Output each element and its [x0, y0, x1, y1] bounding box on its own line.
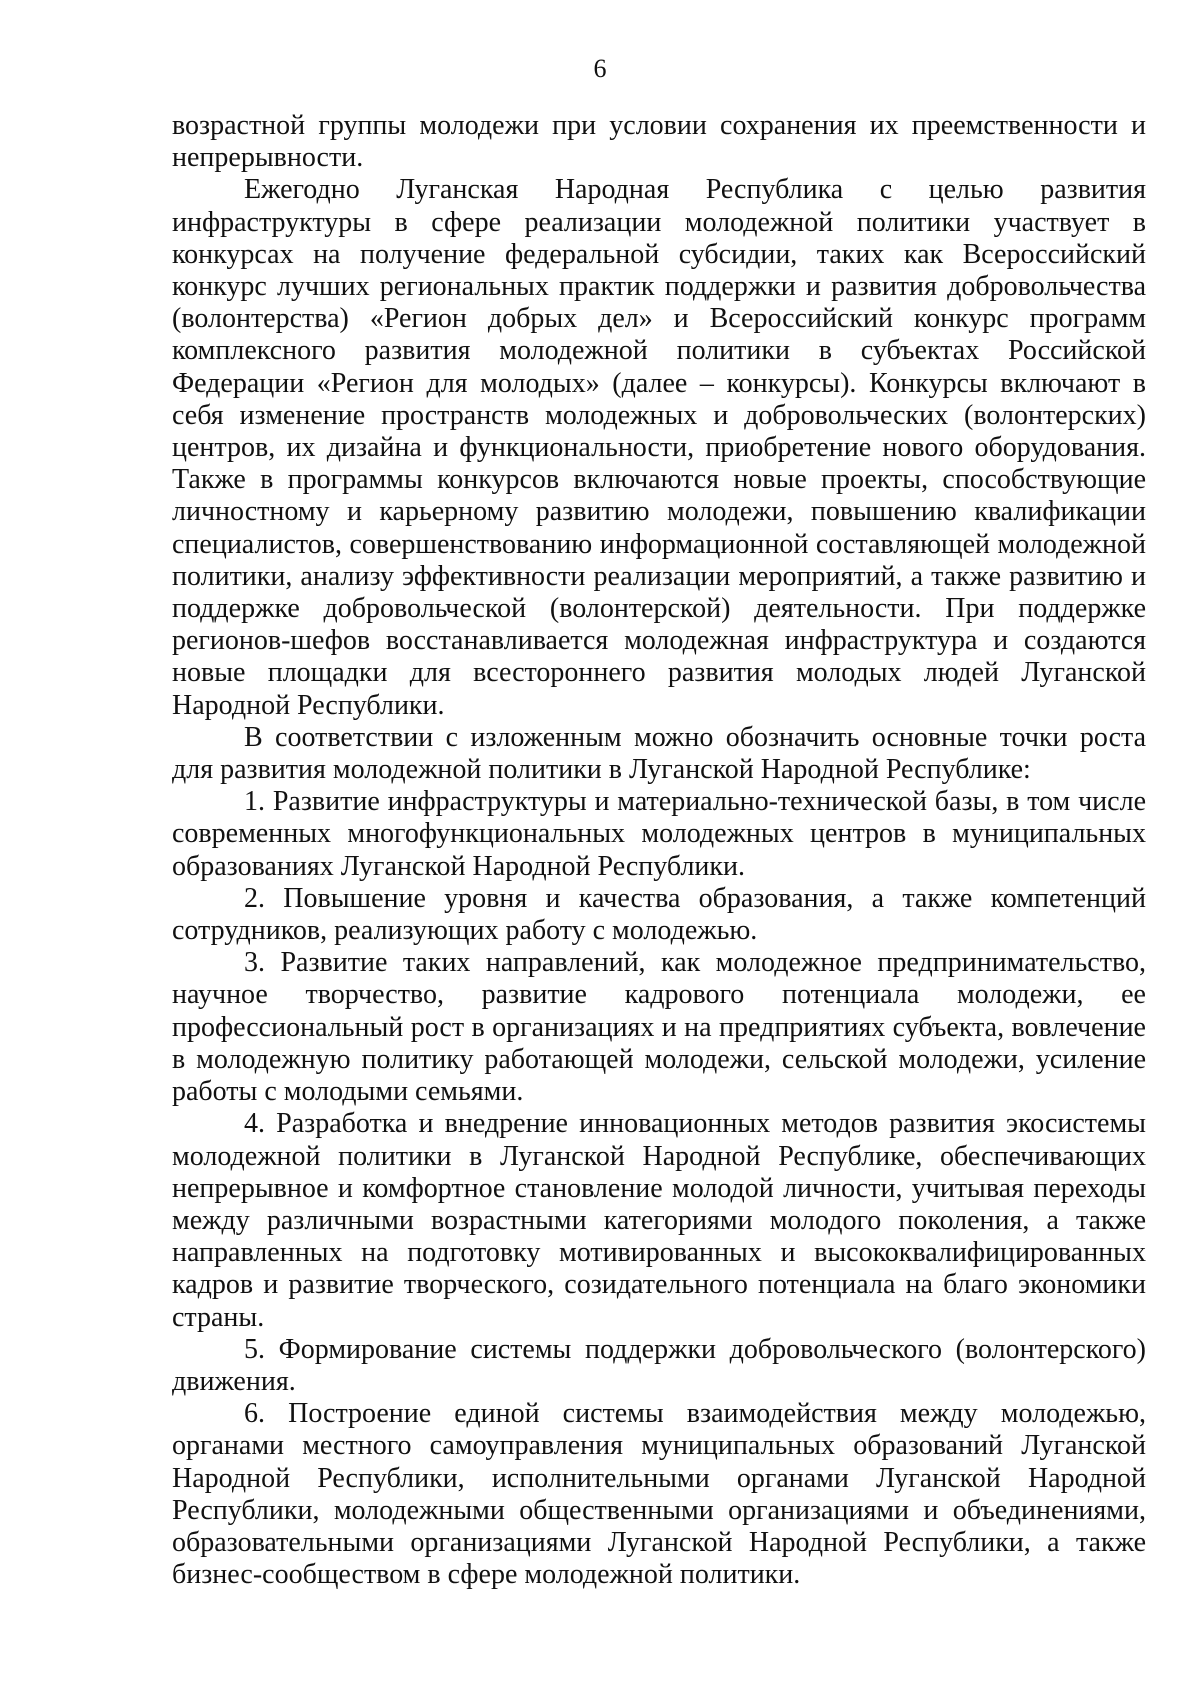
list-item: 1. Развитие инфраструктуры и материально-технической базы, в том числе современных многофункциональных молодежных центров в муниципальных образованиях Луганской Народной Республики.: [172, 786, 1146, 882]
list-item: 3. Развитие таких направлений, как молодежное предпринимательство, научное творчество, развитие кадрового потенциала молодежи, ее профессиональный рост в организациях и на предприятиях субъекта, вовлечение в молодежную политику работающей молодежи, сельской молодежи, усиление работы с молодыми семьями.: [172, 947, 1146, 1108]
document-body: [172, 110, 1146, 1591]
list-item: 2. Повышение уровня и качества образования, а также компетенций сотрудников, реализующих работу с молодежью.: [172, 882, 1146, 947]
page-number: 6: [593, 54, 607, 83]
paragraph: В соответствии с изложенным можно обозначить основные точки роста для развития молодежной политики в Луганской Народной Республике:: [172, 721, 1146, 786]
list-item: 5. Формирование системы поддержки добровольческого (волонтерского) движения.: [172, 1333, 1146, 1397]
paragraph: Ежегодно Луганская Народная Республика с целью развития инфраструктуры в сфере реализации молодежной политики участвует в конкурсах на получение федеральной субсидии, таких как Всероссийский конкурс лучших региональных практик поддержки и развития добровольчества (волонтерства) «Регион добрых дел» и Всероссийский конкурс программ комплексного развития молодежной политики в субъектах Российской Федерации «Регион для молодых» (далее – конкурсы). Конкурсы включают в себя изменение пространств молодежных и добровольческих (волонтерских) центров, их дизайна и функциональности, приобретение нового оборудования. Также в программы конкурсов включаются новые проекты, способствующие личностному и карьерному развитию молодежи, повышению квалификации специалистов, совершенствованию информационной составляющей молодежной политики, анализу эффективности реализации мероприятий, а также развитию и поддержке добровольческой (волонтерской) деятельности. При поддержке регионов-шефов восстанавливается молодежная инфраструктура и создаются новые площадки для всестороннего развития молодых людей Луганской Народной Республики.: [172, 174, 1146, 721]
list-item: 6. Построение единой системы взаимодействия между молодежью, органами местного самоуправления муниципальных образований Луганской Народной Республики, исполнительными органами Луганской Народной Республики, молодежными общественными организациями и объединениями, образовательными организациями Луганской Народной Республики, а также бизнес-сообществом в сфере молодежной политики.: [172, 1398, 1146, 1591]
list-item: 4. Разработка и внедрение инновационных методов развития экосистемы молодежной политики в Луганской Народной Республике, обеспечивающих непрерывное и комфортное становление молодой личности, учитывая переходы между различными возрастными категориями молодого поколения, а также направленных на подготовку мотивированных и высококвалифицированных кадров и развитие творческого, созидательного потенциала на благо экономики страны.: [172, 1108, 1146, 1333]
paragraph: возрастной группы молодежи при условии сохранения их преемственности и непрерывности.: [172, 110, 1146, 174]
